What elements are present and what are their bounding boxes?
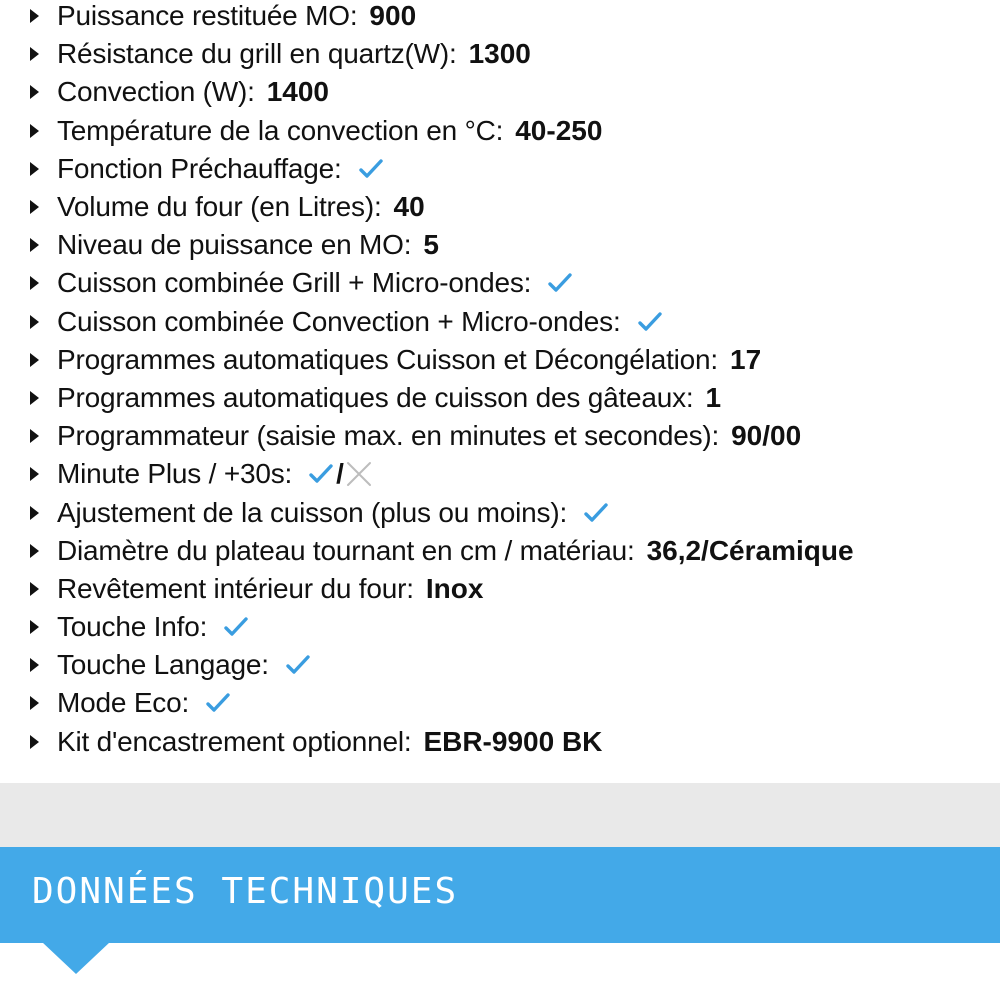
section-header — [0, 847, 1000, 943]
spec-label: Température de la convection en °C: — [57, 114, 504, 146]
spec-row — [30, 35, 995, 73]
value-separator: / — [336, 458, 344, 490]
section-title: DONNÉES TECHNIQUES — [32, 871, 459, 912]
spec-value: 1 — [705, 381, 722, 413]
spec-row — [30, 0, 995, 35]
triangle-bullet-icon — [30, 238, 39, 252]
triangle-bullet-icon — [30, 162, 39, 176]
spec-row — [30, 73, 995, 111]
spec-label: Ajustement de la cuisson (plus ou moins): — [57, 496, 568, 528]
triangle-bullet-icon — [30, 124, 39, 138]
checkmark-icon — [637, 311, 663, 333]
spec-label: Touche Langage: — [57, 649, 269, 681]
spec-value: EBR-9900 BK — [423, 725, 603, 757]
triangle-bullet-icon — [30, 315, 39, 329]
spec-label: Fonction Préchauffage: — [57, 152, 342, 184]
triangle-bullet-icon — [30, 353, 39, 367]
spec-label: Touche Info: — [57, 611, 208, 643]
triangle-bullet-icon — [30, 506, 39, 520]
spec-label: Kit d'encastrement optionnel: — [57, 725, 412, 757]
spec-row — [30, 112, 995, 150]
triangle-bullet-icon — [30, 429, 39, 443]
spec-value: Inox — [425, 572, 484, 604]
triangle-bullet-icon — [30, 200, 39, 214]
spec-label: Programmes automatiques Cuisson et Décongélation: — [57, 343, 718, 375]
spec-label: Mode Eco: — [57, 687, 190, 719]
spec-label: Puissance restituée MO: — [57, 0, 358, 32]
spec-value: 90/00 — [731, 420, 802, 452]
spec-label: Revêtement intérieur du four: — [57, 572, 414, 604]
checkmark-icon — [547, 272, 573, 294]
spec-row — [30, 493, 995, 531]
spec-row — [30, 150, 995, 188]
separator-band — [0, 783, 1000, 847]
checkmark-icon — [358, 158, 384, 180]
triangle-bullet-icon — [30, 391, 39, 405]
spec-row — [30, 570, 995, 608]
spec-label: Cuisson combinée Convection + Micro-ondes: — [57, 305, 621, 337]
triangle-bullet-icon — [30, 544, 39, 558]
triangle-bullet-icon — [30, 47, 39, 61]
header-pointer — [42, 942, 110, 974]
spec-row — [30, 341, 995, 379]
spec-value: 17 — [730, 343, 762, 375]
spec-value: 1400 — [266, 76, 330, 108]
spec-label: Résistance du grill en quartz(W): — [57, 38, 457, 70]
triangle-bullet-icon — [30, 467, 39, 481]
spec-row — [30, 264, 995, 302]
spec-row — [30, 684, 995, 722]
spec-list — [30, 0, 995, 761]
spec-value: 36,2/Céramique — [646, 534, 854, 566]
spec-row — [30, 303, 995, 341]
spec-value: 40 — [393, 191, 425, 223]
spec-row — [30, 532, 995, 570]
triangle-bullet-icon — [30, 276, 39, 290]
spec-row — [30, 379, 995, 417]
spec-value: 900 — [369, 0, 417, 32]
spec-value: 1300 — [468, 38, 531, 70]
checkmark-icon — [205, 692, 231, 714]
spec-row — [30, 646, 995, 684]
triangle-bullet-icon — [30, 582, 39, 596]
spec-label: Cuisson combinée Grill + Micro-ondes: — [57, 267, 532, 299]
triangle-bullet-icon — [30, 658, 39, 672]
checkmark-icon — [285, 654, 311, 676]
spec-label: Volume du four (en Litres): — [57, 191, 382, 223]
checkmark-icon — [583, 502, 609, 524]
spec-row — [30, 455, 995, 493]
spec-label: Programmes automatiques de cuisson des gâteaux: — [57, 381, 694, 413]
spec-label: Diamètre du plateau tournant en cm / matériau: — [57, 534, 635, 566]
spec-label: Programmateur (saisie max. en minutes et secondes): — [57, 420, 720, 452]
triangle-bullet-icon — [30, 735, 39, 749]
spec-label: Niveau de puissance en MO: — [57, 229, 412, 261]
spec-value: 40-250 — [515, 114, 603, 146]
spec-row — [30, 226, 995, 264]
triangle-bullet-icon — [30, 696, 39, 710]
checkmark-icon — [223, 616, 249, 638]
spec-label: Convection (W): — [57, 76, 255, 108]
triangle-bullet-icon — [30, 85, 39, 99]
spec-row — [30, 723, 995, 761]
spec-value: 5 — [423, 229, 439, 261]
triangle-bullet-icon — [30, 620, 39, 634]
cross-icon — [345, 461, 373, 487]
spec-row — [30, 608, 995, 646]
spec-row — [30, 188, 995, 226]
checkmark-icon — [308, 463, 334, 485]
triangle-bullet-icon — [30, 9, 39, 23]
spec-row — [30, 417, 995, 455]
spec-label: Minute Plus / +30s: — [57, 458, 293, 490]
